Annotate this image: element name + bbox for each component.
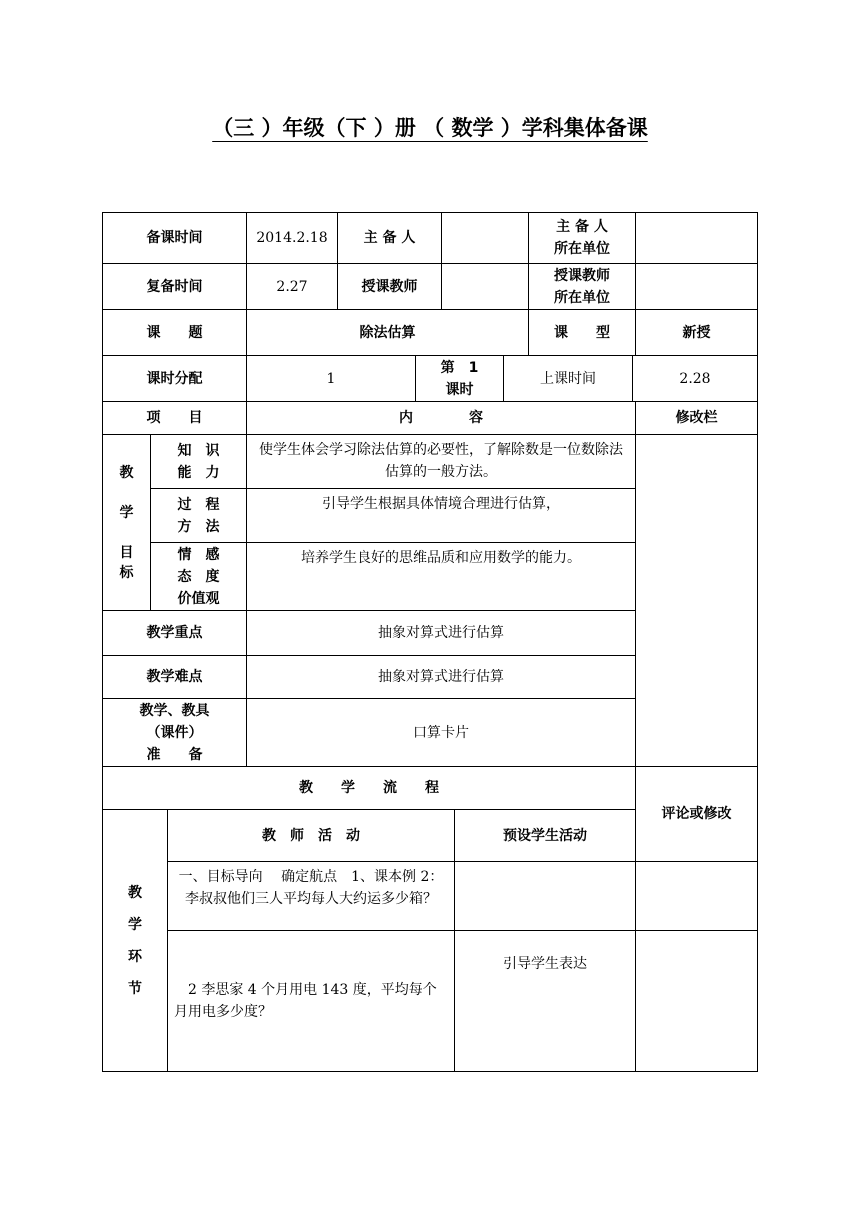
main-preparer-unit-label: 主 备 人 所在单位 <box>528 212 636 264</box>
knowledge-ability-label: 知 识 能 力 <box>150 434 247 489</box>
revision-column-header: 修改栏 <box>635 401 758 435</box>
main-preparer-label: 主 备 人 <box>337 212 442 264</box>
teacher-label: 授课教师 <box>337 263 442 310</box>
teaching-goals-label: 教 学 目 标 <box>102 434 151 611</box>
prep-time-value: 2014.2.18 <box>246 212 338 264</box>
comment-step-1 <box>635 861 758 931</box>
student-activity-step-2: 引导学生表达 <box>454 930 636 1072</box>
item-column-header: 项 目 <box>102 401 247 435</box>
student-activity-header: 预设学生活动 <box>454 809 636 862</box>
periods-value: 1 <box>246 355 416 402</box>
teaching-tools-label: 教学、教具 （课件） 准 备 <box>102 698 247 767</box>
teaching-flow-title: 教 学 流 程 <box>102 766 636 810</box>
key-point-label: 教学重点 <box>102 610 247 656</box>
teacher-value <box>441 263 529 310</box>
prep-time-label: 备课时间 <box>102 212 247 264</box>
comment-revision-label: 评论或修改 <box>635 766 758 862</box>
difficulty-value: 抽象对算式进行估算 <box>246 655 636 699</box>
class-time-value: 2.28 <box>632 355 758 402</box>
review-time-label: 复备时间 <box>102 263 247 310</box>
main-preparer-value <box>441 212 529 264</box>
process-method-label: 过 程 方 法 <box>150 488 247 543</box>
student-activity-step-1 <box>454 861 636 931</box>
teaching-section-label: 教 学 环 节 <box>102 809 168 1072</box>
knowledge-ability-text: 使学生体会学习除法估算的必要性，了解除数是一位数除法估算的一般方法。 <box>246 434 636 489</box>
revision-cell <box>635 434 758 767</box>
emotion-attitude-label: 情 感 态 度 价值观 <box>150 542 247 611</box>
teacher-unit-label: 授课教师 所在单位 <box>528 263 636 310</box>
teacher-unit-value <box>635 263 758 310</box>
content-column-header: 内 容 <box>246 401 636 435</box>
topic-value: 除法估算 <box>246 309 529 356</box>
type-value: 新授 <box>635 309 758 356</box>
class-time-label: 上课时间 <box>503 355 633 402</box>
periods-label: 课时分配 <box>102 355 247 402</box>
emotion-attitude-text: 培养学生良好的思维品质和应用数学的能力。 <box>246 542 636 611</box>
difficulty-label: 教学难点 <box>102 655 247 699</box>
teacher-activity-header: 教 师 活 动 <box>167 809 455 862</box>
teacher-activity-step-2: 2 李思家 4 个月用电 143 度，平均每个月用电多少度？ <box>167 930 455 1072</box>
comment-step-2 <box>635 930 758 1072</box>
type-label: 课 型 <box>528 309 636 356</box>
teacher-activity-step-1: 一、目标导向 确定航点 1、课本例 2：李叔叔他们三人平均每人大约运多少箱？ <box>167 861 455 931</box>
key-point-value: 抽象对算式进行估算 <box>246 610 636 656</box>
teaching-tools-value: 口算卡片 <box>246 698 636 767</box>
main-preparer-unit-value <box>635 212 758 264</box>
review-time-value: 2.27 <box>246 263 338 310</box>
page-title: （三 ）年级（下 ）册 （ 数学 ）学科集体备课 <box>212 115 648 140</box>
lesson-number-label: 第 1 课时 <box>415 355 504 402</box>
process-method-text: 引导学生根据具体情境合理进行估算， <box>246 488 636 543</box>
topic-label: 课 题 <box>102 309 247 356</box>
